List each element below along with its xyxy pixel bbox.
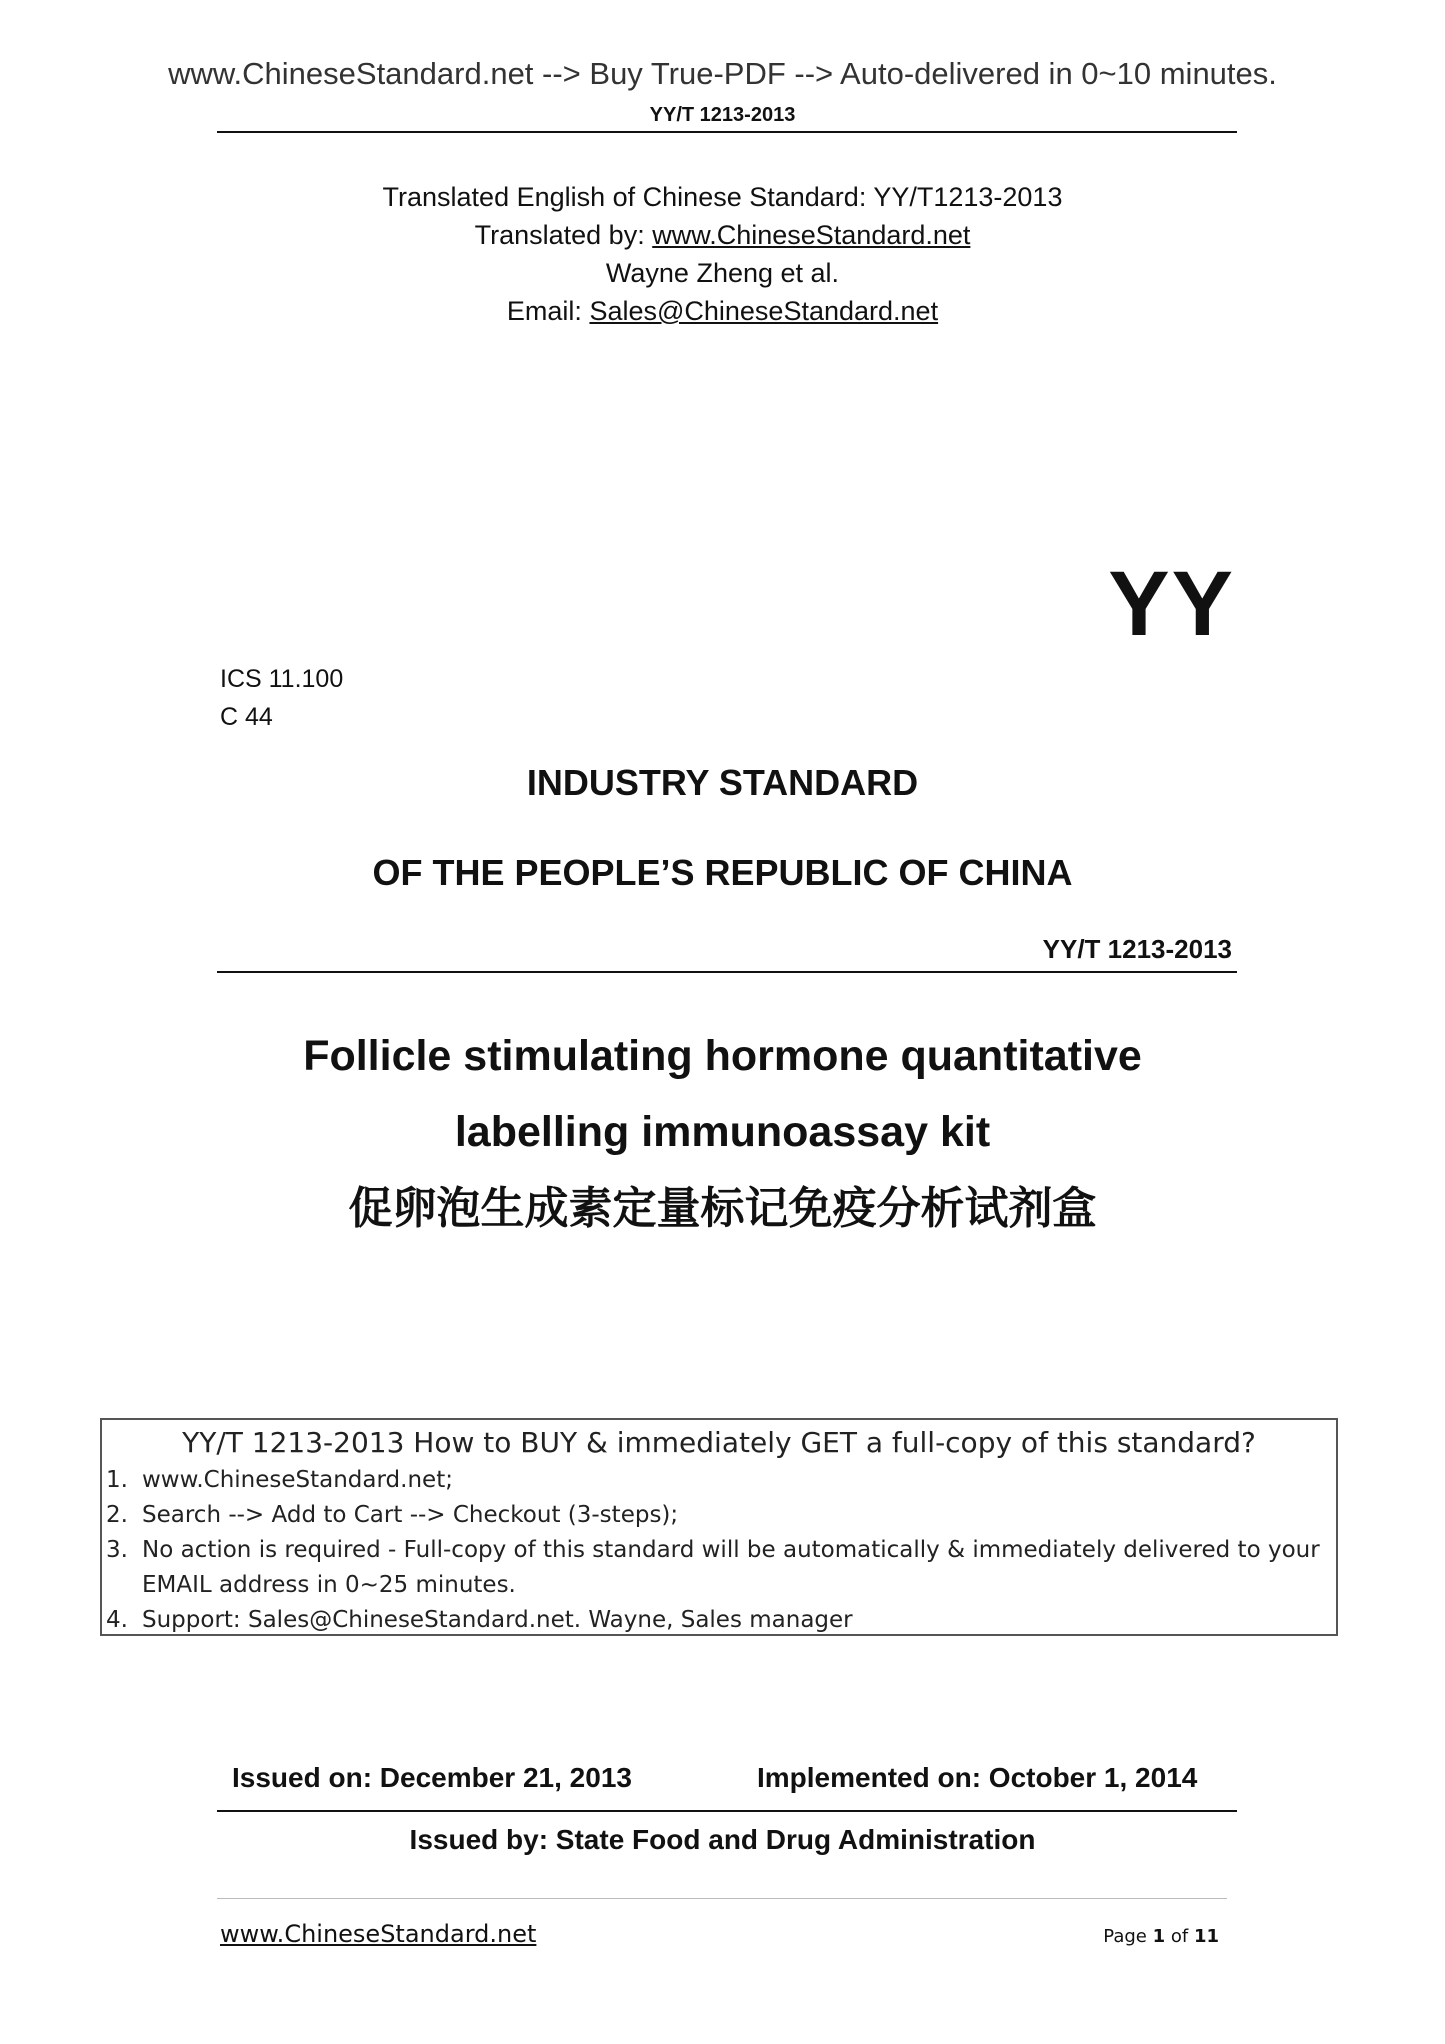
standard-code: YY/T 1213-2013	[1042, 934, 1232, 964]
list-item	[102, 1463, 1336, 1498]
list-text: www.ChineseStandard.net;	[142, 1467, 453, 1493]
translator-names: Wayne Zheng et al.	[605, 258, 840, 288]
footer-divider	[217, 1898, 1227, 1899]
page-label: Page	[1103, 1926, 1153, 1947]
dates-divider	[217, 1810, 1237, 1812]
translated-by-label: Translated by:	[474, 220, 653, 250]
top-banner: www.ChineseStandard.net --> Buy True-PDF --> Auto-delivered in 0~10 minutes.	[168, 56, 1277, 91]
list-text: Support: Sales@ChineseStandard.net. Wayne, Sales manager	[142, 1607, 853, 1633]
header-divider	[217, 131, 1237, 133]
title-line: Follicle stimulating hormone quantitative	[303, 1032, 1142, 1080]
list-number: 4.	[106, 1607, 128, 1633]
translator-website-link[interactable]: www.ChineseStandard.net	[652, 220, 971, 250]
email-link[interactable]: Sales@ChineseStandard.net	[589, 296, 939, 326]
footer-website-link[interactable]: www.ChineseStandard.net	[220, 1920, 537, 1948]
list-number: 3.	[106, 1537, 128, 1563]
purchase-steps-list	[102, 1463, 1336, 1638]
industry-standard-heading: INDUSTRY STANDARD	[526, 762, 919, 803]
ics-code: ICS 11.100	[220, 665, 344, 693]
translation-line: Translated English of Chinese Standard: YY/T1213-2013	[382, 182, 1063, 212]
email-line	[0, 292, 1445, 330]
list-text: No action is required - Full-copy of this standard will be automatically & immediately delivered to your EMAIL address in 0~25 minutes.	[142, 1537, 1320, 1598]
translation-info	[0, 178, 1445, 330]
standard-mark: YY	[1108, 553, 1235, 655]
title-divider	[217, 971, 1237, 973]
title-line: labelling immunoassay kit	[454, 1108, 991, 1156]
header-standard-code: YY/T 1213-2013	[649, 104, 796, 126]
issuing-authority: Issued by: State Food and Drug Administration	[409, 1824, 1036, 1855]
classification-codes	[220, 660, 343, 736]
list-text: Search --> Add to Cart --> Checkout (3-steps);	[142, 1502, 679, 1528]
ccs-code: C 44	[220, 703, 273, 731]
list-number: 1.	[106, 1467, 128, 1493]
page-number	[1103, 1926, 1219, 1947]
page-of-label: of	[1165, 1926, 1194, 1947]
list-item	[102, 1498, 1336, 1533]
list-item	[102, 1533, 1336, 1603]
list-item	[102, 1603, 1336, 1638]
list-number: 2.	[106, 1502, 128, 1528]
document-title-cn: 促卵泡生成素定量标记免疫分析试剂盒	[348, 1183, 1097, 1234]
purchase-box-title: YY/T 1213-2013 How to BUY & immediately GET a full-copy of this standard?	[182, 1426, 1256, 1459]
implemented-on-date: Implemented on: October 1, 2014	[757, 1762, 1198, 1793]
issued-on-date: Issued on: December 21, 2013	[232, 1762, 632, 1793]
email-label: Email:	[506, 296, 590, 326]
purchase-info-box	[100, 1418, 1338, 1636]
translated-by-line	[0, 216, 1445, 254]
current-page: 1	[1152, 1926, 1166, 1947]
prc-heading: OF THE PEOPLE’S REPUBLIC OF CHINA	[372, 852, 1073, 893]
document-title-en	[0, 1018, 1445, 1170]
total-pages: 11	[1193, 1926, 1219, 1947]
